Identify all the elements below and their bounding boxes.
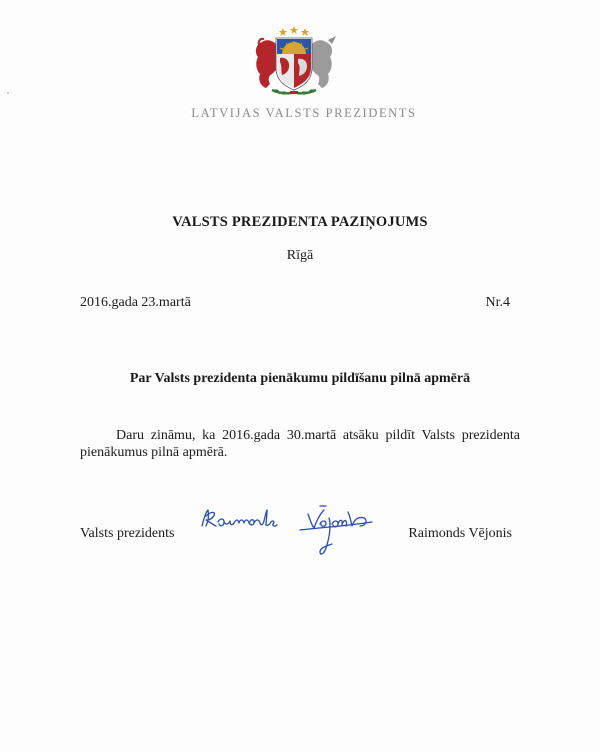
document-body-text: Daru zināmu, ka 2016.gada 30.martā atsāku pildīt Valsts prezidenta pienākumus pilnā apmērā. xyxy=(80,428,520,460)
document-title: VALSTS PREZIDENTA PAZIŅOJUMS xyxy=(172,214,428,230)
latvia-coat-of-arms-icon xyxy=(246,24,342,98)
document-body xyxy=(80,427,520,461)
signatory-role: Valsts prezidents xyxy=(80,526,175,541)
handwritten-signature-icon xyxy=(196,498,380,564)
scan-speck xyxy=(7,92,9,94)
document-date: 2016.gada 23.martā xyxy=(80,295,191,310)
document-place: Rīgā xyxy=(286,248,314,263)
institution-name: LATVIJAS VALSTS PREZIDENTS xyxy=(191,106,417,120)
document-subject: Par Valsts prezidenta pienākumu pildīšanu pilnā apmērā xyxy=(129,371,471,386)
signatory-name: Raimonds Vējonis xyxy=(408,526,512,541)
document-number: Nr.4 xyxy=(485,295,510,310)
